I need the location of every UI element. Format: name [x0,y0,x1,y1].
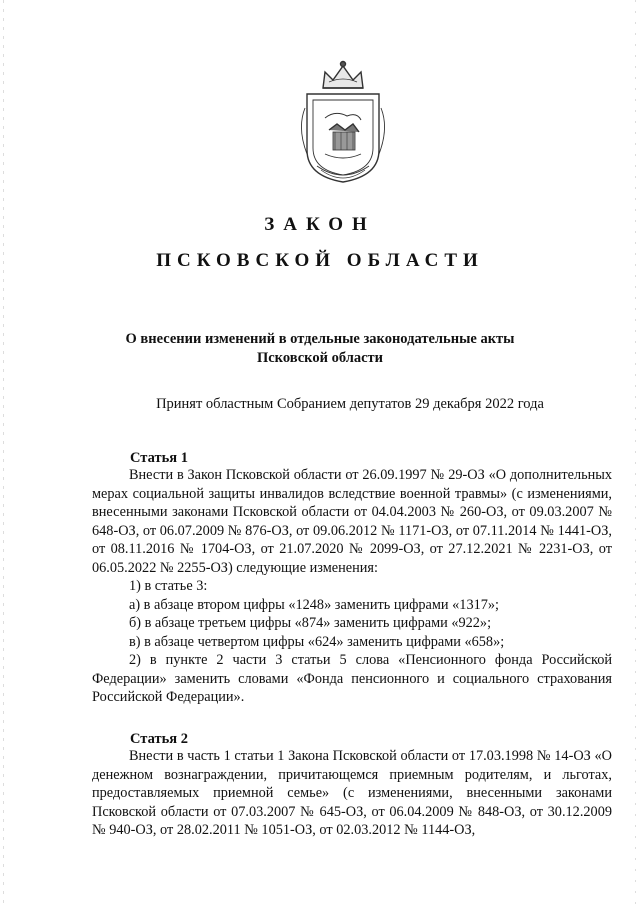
article-1-item-1b: б) в абзаце третьем цифры «874» заменить цифрами «922»; [129,615,492,631]
article-2-title: Статья 2 [130,731,188,747]
law-subject-line1: О внесении изменений в отдельные законодательные акты [125,331,515,347]
article-1-body [92,466,612,707]
article-1-intro: Внести в Закон Псковской области от 26.09.1997 № 29-ОЗ «О дополнительных мерах социальной защиты инвалидов вследствие военной травмы» (с изменениями, внесенными законами Псковской области от 04.04.2003 № 260-ОЗ, от 09.03.2007 № 648-ОЗ, от 06.07.2009 № 876-ОЗ, от 09.06.2012 № 1171-ОЗ, от 07.11.2014 № 1441-ОЗ, от 08.11.2016 № 1704-ОЗ, от 21.07.2020 № 2099-ОЗ, от 27.12.2021 № 2231-ОЗ, от 06.05.2022 № 2255-ОЗ) следующие изменения: [92,467,612,576]
document-title: ЗАКОН [264,214,376,235]
scan-edge-left [3,0,4,905]
pskov-coat-of-arms-icon [295,58,391,186]
document-region: ПСКОВСКОЙ ОБЛАСТИ [156,250,484,271]
article-1-item-2: 2) в пункте 2 части 3 статьи 5 слова «Пенсионного фонда Российской Федерации» заменить словами «Фонда пенсионного и социального страхования Российской Федерации». [92,652,612,705]
article-1-item-1: 1) в статье 3: [129,578,208,594]
article-1-title: Статья 1 [130,450,188,466]
article-2-body [92,747,612,840]
law-subject [100,330,540,368]
article-2-intro: Внести в часть 1 статьи 1 Закона Псковской области от 17.03.1998 № 14-ОЗ «О денежном вознаграждении, причитающемся приемным родителям, и льготах, предоставляемых приемной семье» (с изменениями, внесенными законами Псковской области от 07.03.2007 № 645-ОЗ, от 06.04.2009 № 848-ОЗ, от 30.12.2009 № 940-ОЗ, от 28.02.2011 № 1051-ОЗ, от 02.03.2012 № 1144-ОЗ, [92,748,612,838]
article-1-item-1a: а) в абзаце втором цифры «1248» заменить цифрами «1317»; [129,596,500,613]
article-1-item-1c: в) в абзаце четвертом цифры «624» заменить цифрами «658»; [129,633,505,650]
law-subject-line2: Псковской области [256,350,384,366]
adoption-statement: Принят областным Собранием депутатов 29 декабря 2022 года [156,396,544,412]
scan-edge-right [635,0,636,905]
